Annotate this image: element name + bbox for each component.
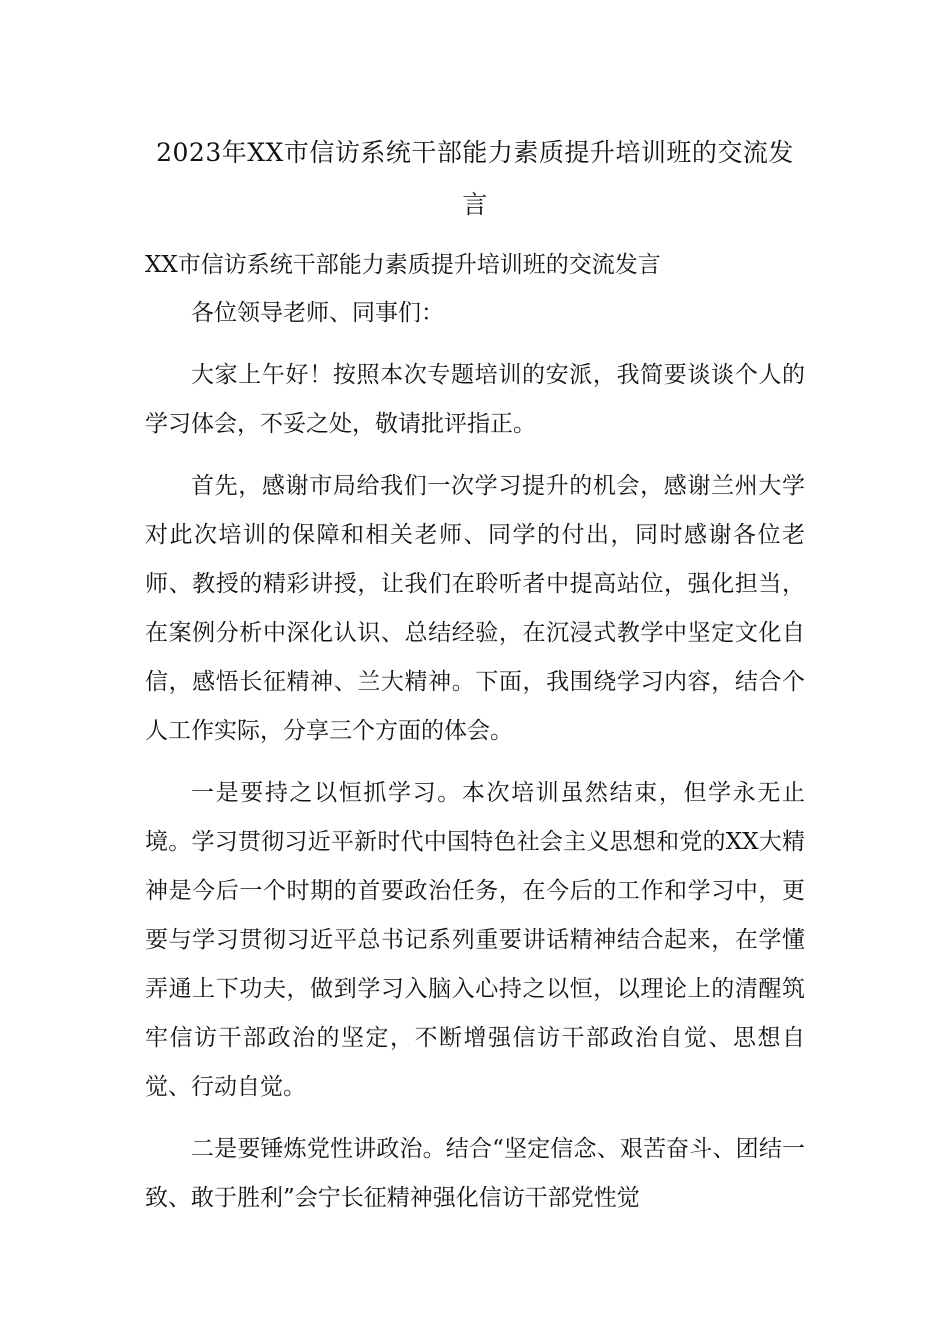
paragraph-point-two: 二是要锤炼党性讲政治。结合“坚定信念、艰苦奋斗、团结一致、敢于胜利”会宁长征精神强化信访干部党性觉 (145, 1136, 805, 1211)
document-page (145, 127, 805, 1223)
paragraph-opening: 大家上午好！按照本次专题培训的安派，我简要谈谈个人的学习体会，不妥之处，敬请批评指正。 (145, 362, 805, 437)
paragraph-point-one: 一是要持之以恒抓学习。本次培训虽然结束，但学永无止境。学习贯彻习近平新时代中国特色社会主义思想和党的XX大精神是今后一个时期的首要政治任务，在今后的工作和学习中，更要与学习贯彻习近平总书记系列重要讲话精神结合起来，在学懂弄通上下功夫，做到学习入脑入心持之以恒，以理论上的清醒筑牢信访干部政治的坚定，不断增强信访干部政治自觉、思想自觉、行动自觉。 (145, 780, 805, 1100)
document-subtitle: XX市信访系统干部能力素质提升培训班的交流发言 (145, 252, 661, 278)
document-title: 2023年XX市信访系统干部能力素质提升培训班的交流发言 (156, 138, 794, 219)
greeting: 各位领导老师、同事们： (191, 300, 444, 326)
paragraph-thanks: 首先，感谢市局给我们一次学习提升的机会，感谢兰州大学对此次培训的保障和相关老师、同学的付出，同时感谢各位老师、教授的精彩讲授，让我们在聆听者中提高站位，强化担当，在案例分析中深化认识、总结经验，在沉浸式教学中坚定文化自信，感悟长征精神、兰大精神。下面，我围绕学习内容，结合个人工作实际，分享三个方面的体会。 (145, 473, 805, 744)
